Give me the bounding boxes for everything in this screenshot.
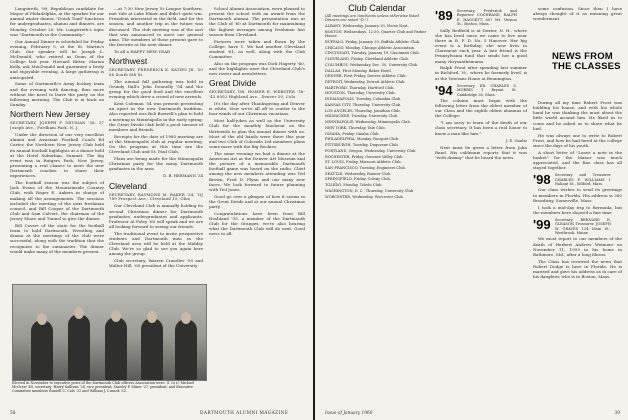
right-column-2 bbox=[533, 100, 622, 400]
calendar-entry: SPRINGFIELD, Friday, Colony Club. bbox=[325, 177, 391, 182]
paragraph: Bill Covert of the state for the football team to hold Dartmouth. Wrestling and drama at the meetings of the club were successful, along with the tradition that the recognizes to the summaries. The dinner would make many of the members present. bbox=[10, 222, 104, 254]
calendar-entry: ROCHESTER, Friday, Genesee Valley Club. bbox=[325, 154, 404, 159]
paragraph: Next must be given a letter from John Rand. His cablenum reports that it was "with dismay" that he heard the news. bbox=[435, 144, 527, 161]
class-1899-header bbox=[533, 218, 622, 236]
left-column-1 bbox=[10, 6, 104, 284]
paragraph: During all my time Robert Frost was building his house, and with his whole hand he was thinking the most about the little world around him. He liked us to come and he asked us to share what he had. bbox=[533, 100, 622, 131]
secretary-line: Secretary and Treasurer CHARLES F. WILLIAMS 1 Nahant St., Milford, Mass. bbox=[554, 173, 611, 187]
person-figure bbox=[175, 319, 197, 380]
calendar-entry: PITTSBURGH, Tuesday, Duquesne Club. bbox=[325, 143, 399, 148]
page-number-right: 39 bbox=[614, 411, 620, 416]
right-column-1 bbox=[435, 6, 527, 406]
class-year-99: '99 bbox=[533, 216, 551, 232]
calendar-entry: KANSAS CITY, Thursday, University Club. bbox=[325, 102, 402, 107]
class-year-98: '98 bbox=[533, 172, 551, 188]
paragraph: Our Annual Dinner is scheduled for Friday evening, February 5, at the St. Martin's Club. Our speaker will be Joseph L. McDonald, who retired as Dean of the College last year. Howard Bitter, Marion Kelly, ask MacDonald and guarantee a lively and enjoyable evening. A large gathering is anticipated. bbox=[10, 38, 104, 80]
calendar-entry: INDIANAPOLIS, Tuesday, Columbia Club. bbox=[325, 97, 402, 102]
calendar-entry: ALBANY, Wednesday, January 20, Horse Nest. bbox=[325, 23, 409, 28]
calendar-entry: BUFFALO, Friday, January 29, Buffalo Athletic Club. bbox=[325, 39, 421, 44]
paragraph: Kent Coleman '54 was present presenting an upset in the new Dartmouth tradition. Also reported was Bob Boswell's plan to hold a meeting in Minneapolis in the early spring; the Great Divide club held a good turnout of members and friends. bbox=[109, 101, 203, 132]
paragraph: Receipts for the date of 1985 meeting are at the Minneapolis club at regular meeting. On the program at this time are the Cleveland Club and St. Paul Club. bbox=[109, 133, 203, 155]
page-number-left: 58 bbox=[10, 411, 16, 416]
group-photo bbox=[12, 284, 207, 381]
paragraph: Ralph Prout after spending last summer in Richford, Vt., where he formerly lived, is at the Veterans Home at Bennington. bbox=[435, 65, 527, 81]
left-page bbox=[0, 0, 313, 420]
person-head bbox=[147, 311, 157, 323]
magazine-title-footer: DARTMOUTH ALUMNI MAGAZINE bbox=[200, 411, 289, 416]
calendar-entry: CINCINNATI, Tuesday, January 19, Cincinnati Club. bbox=[325, 51, 420, 56]
calendar-entry: OMAHA, Friday, Omaha Club. bbox=[325, 131, 380, 136]
calendar-entry: WORCESTER, Wednesday, Worcester Club. bbox=[325, 194, 404, 199]
calendar-title: Club Calendar bbox=[348, 3, 406, 13]
paragraph: The annual fall gathering was held in Grundy Hall's John Donnelly '54 and the group for the good food and the excellent evening which drew a crowd of new arrivals. bbox=[109, 78, 203, 100]
calendar-entry: HOUSTON, Thursday, University Club. bbox=[325, 91, 396, 96]
person-head bbox=[181, 312, 191, 324]
calendar-entry: CHICAGO, Monday, Chicago Athletic Association. bbox=[325, 45, 416, 50]
signature: D. B. HERMANN '34 bbox=[163, 173, 203, 179]
section-heading-great-divide: Great Divide bbox=[209, 78, 257, 89]
calendar-entry: LOS ANGELES, Thursday, Jonathan Club. bbox=[325, 108, 401, 113]
calendar-entry: PORTLAND, Oregon, Wednesday, University Club. bbox=[325, 148, 417, 153]
calendar-entry: MILWAUKEE, Tuesday, University Club. bbox=[325, 114, 399, 119]
calendar-entry: MINNEAPOLIS, Wednesday, Minneapolis Club. bbox=[325, 120, 411, 125]
calendar-list bbox=[325, 24, 429, 199]
left-column-3 bbox=[209, 6, 305, 406]
person-head bbox=[74, 307, 84, 319]
secretary-line: SECRETARY, DR. HOMER E. WEBSTER '38-'43 6002 Highland Ave., Denver 20, Colo. bbox=[209, 89, 305, 99]
paragraph: Good go over a glimpse of how it seems in the Great Divide and at our annual Christmas party. bbox=[209, 193, 305, 209]
secretary-line: Secretary, Frederick and Reporter: COCHRANE, RALPH E. HAGGETT, 607 Mt. Vernon St., Boston, Mass. bbox=[456, 9, 517, 27]
calendar-entry: WASHINGTON, D. C., Thursday, University Club. bbox=[325, 188, 415, 193]
paragraph: Club secretary, Warren Crandlev '50 and Walter Hill, '60 president of the University bbox=[109, 258, 203, 269]
person-figure bbox=[31, 320, 53, 380]
paragraph: I took a mid-day trip to Bermuda, but the members here showed a fine time. bbox=[533, 204, 622, 215]
paragraph: Longstreth, '99, Republican candidate for Mayor of Philadelphia, at the speaker for our annual winter dinner. "Dutch Toad" luncheon for undergraduates, alumni and dinners, are Monday, October 20. Mr. Longstreth's topic was "Dartmouth in the Community." bbox=[10, 6, 104, 37]
paragraph: School Alumni Association, were pleased to present the school with an award from the Dartmouth alumni. The presentation was at the Club of '60 at Dartmouth for maintaining the highest averages among freshmen last season from Cleveland. bbox=[209, 6, 305, 37]
paragraph: Also on the program was Dick Hagerty '60, and the highlights were the Cleveland Club's new roster and newsletters. bbox=[209, 60, 305, 77]
calendar-entry: NEW YORK, Thursday, Yale Club. bbox=[325, 125, 386, 130]
paragraph: Our Cleveland Club is annually holding its second Christmas dinner for Dartmouth graduates, undergraduates and applicants. Professor Al Foley '60 will speak and we are all looking forward to seeing our friends. bbox=[109, 203, 203, 230]
issue-date-footer: Issue of January 1960 bbox=[325, 411, 373, 416]
calendar-intro: (All meetings are luncheons unless otherwise listed. Dinners are noted "D.") bbox=[325, 13, 421, 23]
paragraph: A short letter of "Leave a note in the basket" for the Manor was much appreciated, and the fine class has all stayed together. bbox=[533, 149, 622, 171]
paragraph: Our class wishes to send its greetings to members in Florida. His address is 380 Broadway, Somerville, Mass. bbox=[533, 187, 622, 203]
calendar-entry: DETROIT, Wednesday, Detroit Athletic Club. bbox=[325, 79, 406, 84]
calendar-entry: SEATTLE, Wednesday, Rainier Club. bbox=[325, 171, 392, 176]
calendar-entry: SAN FRANCISCO, Tuesday, Engineers Club. bbox=[325, 166, 406, 170]
right-page bbox=[315, 0, 628, 420]
person-figure bbox=[105, 317, 127, 380]
person-figure bbox=[68, 314, 90, 380]
paragraph: The traditional event to invite prospective students and Dartmouth men in the Cleveland area will be held at the Midday Club. We're so glad to see you again here among the group. bbox=[109, 230, 203, 257]
calendar-entry: DALLAS, First Monday, Baker Hotel. bbox=[325, 68, 392, 73]
paragraph: Under the direction of our very excellent alumni and Assistant Football Coach Ed Carter, the Northern New Jersey Club held its annual football highlights at a dinner held at the Hotel Suburban, Summit. The big event was in Rutgers Park, New Jersey, presenting a real chance to meet the new Dartmouth coaches to share their experiences. bbox=[10, 132, 104, 179]
section-heading-northern-new-jersey: Northern New Jersey bbox=[10, 109, 90, 120]
paragraph: Some of Dartmouth's Army hockey team and the evening with dancing, thus more without the need to leave the party on the following morning. The Club is in back on Sunday. bbox=[10, 81, 104, 107]
paragraph: It's the day after Thanksgiving and Denver is white. Now we're all off to scatter to the four winds of our Christmas vacations. bbox=[209, 101, 305, 117]
paragraph: Plans are being made for the Minneapolis Christmas party for the many Dartmouth graduates in the area. bbox=[109, 155, 203, 172]
paragraph: some confusion. Since then I have always thought of it as meaning great wonderment. bbox=[533, 6, 622, 22]
calendar-entry: CLEVELAND, Friday, Cleveland Athletic Club. bbox=[325, 57, 409, 62]
signature: J. E. Gaultz bbox=[505, 137, 527, 143]
section-heading-northwest: Northwest bbox=[109, 56, 148, 66]
section-heading-cleveland: Cleveland bbox=[109, 180, 147, 191]
class-year-89: '89 bbox=[435, 8, 453, 23]
calendar-entry: HARTFORD, Thursday, Hartford Club. bbox=[325, 85, 395, 90]
secretary-line: SECRETARY, FREDERICK K. KATIES JR. '50 66 South 6th St. bbox=[109, 67, 203, 77]
calendar-entry: PHILADELPHIA, Monday, Racquet Club. bbox=[325, 137, 400, 142]
paragraph: The column must begin with the following letter from the oldest member of our Class and the eighth oldest alumnus of the College: bbox=[435, 98, 527, 119]
left-column-2 bbox=[109, 6, 203, 284]
class-year-94: '94 bbox=[435, 82, 453, 98]
right-column-2-top bbox=[533, 6, 622, 50]
news-from-the-classes-title: NEWS FROM THE CLASSES bbox=[552, 51, 621, 72]
paragraph: The same evening we had a dinner at the American Art at the Denver Art Museum and the picture of a memorable Dartmouth football game was heard on the radio. Chief among the new members attending was Ted Brown, Fred D. Flynn and our many new faces. We look forward to future planning with Ted Jones. bbox=[209, 150, 305, 192]
paragraph: "I am sorry to learn of the death of our class secretary. It has been a real honor to know a man like him." bbox=[435, 120, 527, 136]
paragraph: Pictures were taken and flown by the College, have 1. We had another Cleveland student '61, as well, along with the Club Committee. bbox=[209, 38, 305, 59]
person-head bbox=[111, 310, 121, 322]
calendar-entry: TOLEDO, Monday, Toledo Club. bbox=[325, 183, 383, 188]
photo-caption: Elected in November to executive posts of the Dartmouth Club officers Association were: (l. to r.) Michael McGrew '49, secretary; Harry Sullivan '28, vice president; Stanley P. Miner '27, president; and Executive Committee members Russell C. Cole '31 and William J. Cusack '52. bbox=[12, 381, 195, 394]
paragraph: To all a HAPPY NEW YEAR bbox=[114, 48, 171, 54]
secretary-line: SECRETARY, JOSEPH F. SHUMAN '38, 37 Joseph Ave., Fordham Park, N. J. bbox=[10, 120, 104, 130]
person-head bbox=[37, 313, 47, 325]
paragraph: —at 7:30 New Jersey Yr League Southern, met Yale at Lake Elmer and didn't quite win. President interested in the field, and for the season, and another trip in the future was discussed. The club meeting was of the sort that was announced to meet our general aims. The members of those present gave to the favorite at the next dinner. bbox=[109, 6, 203, 48]
class-1894-header bbox=[435, 84, 527, 97]
paragraph: We must report to our members of the death of Herbert Andrew Wetmore on November 11, 1959 in his home in Baltimore, Md., after a long illness. bbox=[533, 236, 622, 257]
secretary-line: SECRETARY, RAYMOND M. BAKER '34, 'OJ 789 Prospect Ave., Cleveland 15, Ohio bbox=[109, 191, 203, 202]
paragraph: Sally Redfield is at Dexter, N. H., where she has lived since we came to live near there in R. F. D. No. 5 Hanover. Her big event is a birthday; she now lives in Claremont each year. A late friend is the Pennsylvania fund that sends her a good many chrysanthemums. bbox=[435, 27, 527, 64]
paragraph: He was always one to write to Robert Frost, and how he had fared at the college since the days of his youth. bbox=[533, 132, 622, 148]
paragraph: The Class has received the news that Robert Dodge is here in Florida. He is married and gave his address as in care of his daughter, who is in Boston, Mass. bbox=[533, 258, 622, 280]
class-1898-header bbox=[533, 173, 622, 186]
paragraph: Most half-jokes as well as the University Club for the monthly luncheon on the thirteenth to plan the annual dinner with us. Most of the old hands were there this year and two Club of Colorado Ltd members plans some more with the Big Rockies. bbox=[209, 118, 305, 149]
secretary-line: Secretary, BERNARD R. GLEASON Treasurer, JOSEPH W. GRAVES 124 Main St., Westbrook, Maine bbox=[554, 217, 611, 236]
calendar-entry: COLUMBUS, Wednesday, Dec. 30, University Club. bbox=[325, 62, 419, 67]
person-figure bbox=[141, 318, 163, 380]
calendar-entry: DENVER, First Friday, Denver Athletic Club. bbox=[325, 74, 407, 79]
paragraph: Congratulations have been from Bill Hoshland '55, a member of the Dartmouth Club for the Oranges; we're also hearing what the Dartmouth Club will do next. Good news to all. bbox=[209, 210, 305, 237]
class-1889-header bbox=[435, 9, 527, 27]
paragraph: The football season was the subject of Jack Evans of the Mountainside Country Club, with Roger E. Ankers in charge of making all the arrangements. The sessions included the meeting of the next freshman council, and Bill Cooper of the Dartmouth Club and Sam Calvert, the chairman of the Jersey Shore and Tunnel to give the dinner. bbox=[10, 180, 104, 222]
secretary-line: Secretary, DR. CHARLES S. MORRIS 1 Bryant St. Cambridge 38, Mass. bbox=[456, 83, 517, 97]
calendar-entry: ST. LOUIS, Friday, Missouri Athletic Club. bbox=[325, 160, 402, 165]
calendar-entry: BOSTON, Wednesdays, 12:30, Quarter Club and Parker House. bbox=[325, 29, 427, 39]
club-calendar bbox=[325, 3, 429, 200]
